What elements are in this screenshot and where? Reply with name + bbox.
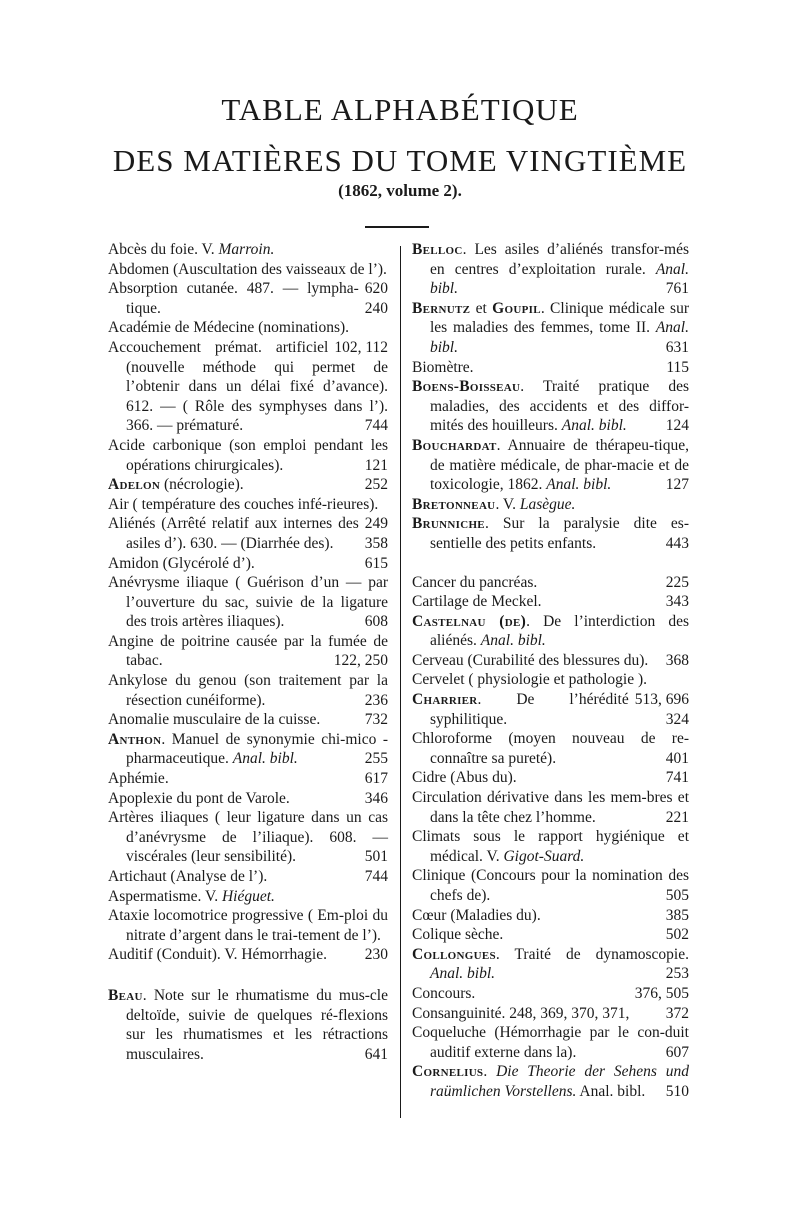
index-entry: Ataxie locomotrice progressive ( Em-ploi du nitrate d’argent dans le trai-tement de l’). 230 <box>108 907 388 964</box>
index-entry: Clinique (Concours pour la nomination des chefs de). 505 <box>412 867 689 904</box>
index-entry: Aphémie. 617 <box>108 770 388 788</box>
page-ref: 443 <box>665 534 689 552</box>
index-entry: Cidre (Abus du). 741 <box>412 769 689 787</box>
page-ref: 115 <box>666 358 689 376</box>
page-ref: 368 <box>665 651 689 669</box>
index-entry: Apoplexie du pont de Varole. 346 <box>108 789 388 807</box>
index-entry: Cancer du pancréas. 225 <box>412 573 689 591</box>
page-ref: 732 <box>364 711 388 729</box>
page-ref: 505 <box>665 887 689 904</box>
page-ref: 620 <box>364 280 388 298</box>
index-entry: Absorption cutanée. 487. — lympha-tique. 240 <box>108 280 388 317</box>
page-ref: 124 <box>665 417 689 435</box>
page-ref: 615 <box>364 554 388 572</box>
index-entry: Castelnau (de). De l’interdiction des aliénés. Anal. bibl. <box>412 612 690 650</box>
index-entry: Adelon (nécrologie). 252 <box>108 476 388 494</box>
index-entry: Anomalie musculaire de la cuisse. 732 <box>108 711 388 729</box>
index-entry: Cerveau (Curabilité des blessures du). 368 <box>412 651 689 669</box>
page-ref: 102, 112 <box>334 338 388 356</box>
page-ref: 744 <box>364 417 388 435</box>
page-ref: 225 <box>665 573 689 591</box>
index-entry: Accouchement prémat. artificiel (nouvelle méthode qui permet de l’obtenir dans un délai fixé d’avance). 612. — ( Rôle des symphyses dans l’). 366. — prématuré. 744 <box>108 338 388 435</box>
index-entry: Colique sèche. 502 <box>412 926 689 944</box>
index-entry: Amidon (Glycérolé d’). 615 <box>108 554 388 572</box>
page-ref: 249 <box>364 515 388 533</box>
page-ref: 501 <box>364 848 388 866</box>
page-ref: 510 <box>665 1082 689 1100</box>
index-entry: Cornelius. Die Theorie der Sehens und raümlichen Vorstellens. Anal. bibl. 510 <box>412 1063 689 1100</box>
page-ref: 641 <box>364 1045 388 1063</box>
index-entry: Angine de poitrine causée par la fumée de tabac. 122, 250 <box>108 632 388 670</box>
index-entry: Artichaut (Analyse de l’). 744 <box>108 868 388 885</box>
index-entry: Ankylose du genou (son traitement par la résection cunéiforme). 236 <box>108 672 388 709</box>
index-entry: Anévrysme iliaque ( Guérison d’un — par l’ouverture du sac, suivie de la ligature des trois artères iliaques). 608 <box>108 574 388 631</box>
page-ref: 121 <box>364 456 388 474</box>
index-entry: Coqueluche (Hémorrhagie par le con-duit auditif externe dans la). 607 <box>412 1024 689 1061</box>
page-ref: 358 <box>364 534 388 552</box>
index-entry: Cœur (Maladies du). 385 <box>412 906 689 924</box>
page-ref: 372 <box>665 1004 689 1022</box>
index-entry: Bouchardat. Annuaire de thérapeu-tique, de matière médicale, de phar-macie et de toxicologie, 1862. Anal. bibl. 127 <box>412 436 689 494</box>
index-entry: Aspermatisme. V. Hiéguet. <box>108 887 275 905</box>
index-entry: Belloc. Les asiles d’aliénés transfor-més en centres d’exploitation rurale. Anal. bibl. 761 <box>412 241 689 298</box>
index-entry: Cervelet ( physiologie et pathologie ). 513, 696 <box>412 671 689 709</box>
page-ref: 240 <box>364 299 388 317</box>
page-ref: 255 <box>364 750 388 768</box>
column-divider <box>400 246 401 1118</box>
page-ref: 122, 250 <box>333 652 388 670</box>
page-ref: 252 <box>364 476 388 494</box>
page-subtitle: (1862, volume 2). <box>338 181 462 200</box>
page-ref: 236 <box>364 691 388 709</box>
index-entry: Artères iliaques ( leur ligature dans un cas d’anévrysme de l’iliaque). 608. — viscérales (leur sensibilité). 501 <box>108 809 388 866</box>
index-entry: Concours. 376, 505 <box>412 984 689 1002</box>
page-ref: 376, 505 <box>634 984 689 1002</box>
page-ref: 607 <box>665 1043 689 1061</box>
page-ref: 230 <box>364 946 388 964</box>
title-divider <box>365 226 429 228</box>
page-title-line-1: TABLE ALPHABÉTIQUE <box>221 92 579 127</box>
index-entry: Auditif (Conduit). V. Hémorrhagie. <box>108 946 327 964</box>
index-entry: Chloroforme (moyen nouveau de re-connaître sa pureté). 401 <box>412 730 689 767</box>
page-ref: 343 <box>665 593 689 611</box>
page-ref: 502 <box>665 926 689 944</box>
left-column <box>108 240 388 1064</box>
page-ref: 127 <box>665 476 689 494</box>
index-entry: Beau. Note sur le rhumatisme du mus-cle deltoïde, suivie de quelques ré-flexions sur les rhumatismes et les rétractions musculaires. 641 <box>108 986 388 1063</box>
index-entry: Brunniche. Sur la paralysie dite es-sentielle des petits enfants. 443 <box>412 515 689 552</box>
page-ref: 385 <box>665 906 689 924</box>
page-ref: 324 <box>665 710 689 728</box>
index-entry: Abcès du foie. V. Marroin. <box>108 241 275 258</box>
index-entry: Cartilage de Meckel. 343 <box>412 593 689 611</box>
index-entry: Air ( température des couches infé-rieures). 249 <box>108 495 388 533</box>
page-title-line-2: DES MATIÈRES DU TOME VINGTIÈME <box>112 143 688 178</box>
page-ref: 761 <box>665 280 689 298</box>
index-entry: Collongues. Traité de dynamoscopie. Anal. bibl. 253 <box>412 945 689 983</box>
index-entry: Bretonneau. V. Lasègue. <box>412 495 576 513</box>
index-entry: Bernutz et Goupil. Clinique médicale sur les maladies des femmes, tome II. Anal. bibl. 631 <box>412 299 689 356</box>
index-entry: Aliénés (Arrêté relatif aux internes des asiles d’). 630. — (Diarrhée des). 358 <box>108 515 388 552</box>
page-ref: 744 <box>364 868 388 885</box>
index-entry: Consanguinité. 248, 369, 370, 371, 372 <box>412 1004 689 1022</box>
index-entry: Boens-Boisseau. Traité pratique des maladies, des accidents et des diffor-mités des houilleurs. Anal. bibl. 124 <box>412 378 689 435</box>
index-entry: Abdomen (Auscultation des vaisseaux de l’). 620 <box>108 260 388 298</box>
page-ref: 253 <box>665 965 689 983</box>
page-ref: 346 <box>364 789 388 807</box>
index-entry: Circulation dérivative dans les mem-bres et dans la tête chez l’homme. 221 <box>412 789 689 826</box>
page-ref: 608 <box>364 613 388 631</box>
page-ref: 513, 696 <box>634 691 689 709</box>
index-entry: Charrier. De l’hérédité syphilitique. 324 <box>412 691 689 728</box>
right-column <box>412 240 689 1102</box>
page-ref: 401 <box>665 749 689 767</box>
page-ref: 617 <box>364 770 388 788</box>
page-ref: 741 <box>665 769 689 787</box>
page-ref: 221 <box>665 808 689 826</box>
index-entry: Biomètre. 115 <box>412 358 689 376</box>
index-entry: Anthon. Manuel de synonymie chi-mico - pharmaceutique. Anal. bibl. 255 <box>108 730 388 768</box>
page-ref: 631 <box>665 338 689 356</box>
index-entry: Académie de Médecine (nominations). 102, 112 <box>108 319 388 356</box>
index-entry: Acide carbonique (son emploi pendant les opérations chirurgicales). 121 <box>108 436 388 474</box>
index-entry: Climats sous le rapport hygiénique et médical. V. Gigot-Suard. <box>412 828 689 865</box>
